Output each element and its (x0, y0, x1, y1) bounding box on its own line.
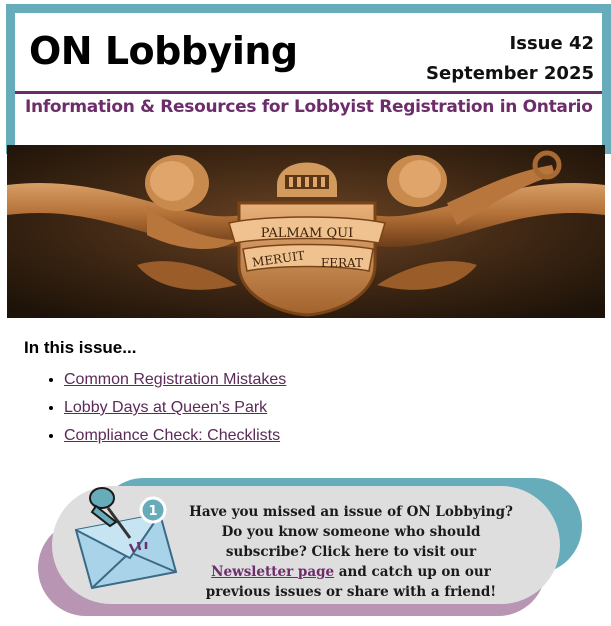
badge-count: 1 (148, 504, 158, 519)
issue-info (426, 29, 594, 89)
newsletter-subtitle: Information & Resources for Lobbyist Registration in Ontario (25, 97, 593, 117)
toc-link-registration-mistakes[interactable]: Common Registration Mistakes (64, 371, 287, 388)
toc-heading: In this issue... (24, 338, 137, 357)
toc-link-lobby-days[interactable]: Lobby Days at Queen's Park (64, 399, 268, 416)
toc-item (64, 366, 286, 394)
banner-image (7, 145, 605, 318)
promo-text-before: Have you missed an issue of ON Lobbying? Do you know someone who should subscribe? Click here to visit our (189, 504, 513, 560)
promo-text-after: and catch up on our previous issues or share with a friend! (205, 564, 497, 600)
promo-message (186, 502, 516, 602)
motto-line-3: FERAT (320, 256, 364, 270)
issue-number: Issue 42 (509, 33, 594, 54)
newsletter-title: ON Lobbying (29, 29, 298, 73)
newsletter-page-link[interactable]: Newsletter page (211, 564, 335, 580)
toc-item (64, 394, 286, 422)
newsletter-header (6, 4, 611, 154)
header-divider (15, 91, 602, 94)
motto-line-1: PALMAM QUI (260, 226, 354, 241)
toc-item (64, 422, 286, 450)
toc-link-compliance-check[interactable]: Compliance Check: Checklists (64, 427, 281, 444)
carved-crest-image (7, 145, 605, 318)
motto-line-2: MERUIT (251, 248, 306, 270)
issue-date: September 2025 (426, 63, 594, 84)
toc-list (44, 366, 286, 450)
